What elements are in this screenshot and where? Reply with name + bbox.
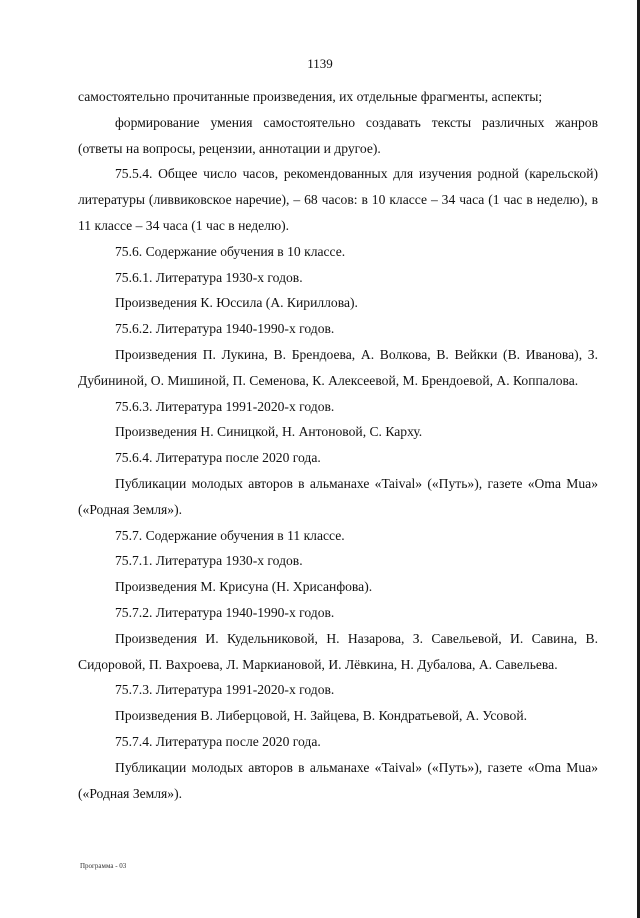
paragraph-continuation: самостоятельно прочитанные произведения, их отдельные фрагменты, аспекты; [78,89,543,104]
publications-paragraph: Публикации молодых авторов в альманахе «Taival» («Путь»), газете «Oma Mua» («Родная Земля»). [78,759,598,801]
footer-label: Программа - 03 [80,862,127,870]
works-list: Произведения К. Юссила (А. Кириллова). [115,295,358,311]
subsection-heading: 75.6.4. Литература после 2020 года. [115,450,321,466]
subsection-heading: 75.7.1. Литература 1930-х годов. [115,553,303,569]
page-number: 1139 [307,56,333,71]
paragraph-hours: 75.5.4. Общее число часов, рекомендованных для изучения родной (карельской) литературы (ливвиковское наречие), – 68 часов: в 10 классе – 34 часа (1 час в неделю), в 11 классе – 34 часа (1 час в неделю). [78,166,598,233]
works-list: Произведения И. Кудельниковой, Н. Назарова, З. Савельевой, И. Савина, В. Сидоровой, П. Вахроева, Л. Маркиановой, И. Лёвкина, Н. Дубалова, А. Савельева. [78,630,598,672]
works-list: Произведения М. Крисуна (Н. Хрисанфова). [115,579,373,595]
paragraph-skills: формирование умения самостоятельно создавать тексты различных жанров (ответы на вопросы, рецензии, аннотации и другое). [78,114,598,156]
document-body [78,84,598,806]
subsection-heading: 75.7.2. Литература 1940-1990-х годов. [115,604,335,620]
subsection-heading: 75.7.3. Литература 1991-2020-х годов. [115,682,335,698]
subsection-heading: 75.6.1. Литература 1930-х годов. [115,269,303,285]
section-heading-11-class: 75.7. Содержание обучения в 11 классе. [115,527,345,543]
works-list: Произведения Н. Синицкой, Н. Антоновой, С. Карху. [115,424,423,440]
subsection-heading: 75.6.3. Литература 1991-2020-х годов. [115,398,335,414]
subsection-heading: 75.7.4. Литература после 2020 года. [115,733,321,749]
subsection-heading: 75.6.2. Литература 1940-1990-х годов. [115,321,335,337]
publications-paragraph: Публикации молодых авторов в альманахе «Taival» («Путь»), газете «Oma Mua» («Родная Земля»). [78,475,598,517]
works-list: Произведения П. Лукина, В. Брендоева, А. Волкова, В. Вейкки (В. Иванова), З. Дубининой, О. Мишиной, П. Семенова, К. Алексеевой, М. Брендоевой, А. Коппалова. [78,346,598,388]
works-list: Произведения В. Либерцовой, Н. Зайцева, В. Кондратьевой, А. Усовой. [115,708,528,724]
section-heading-10-class: 75.6. Содержание обучения в 10 классе. [115,243,346,259]
